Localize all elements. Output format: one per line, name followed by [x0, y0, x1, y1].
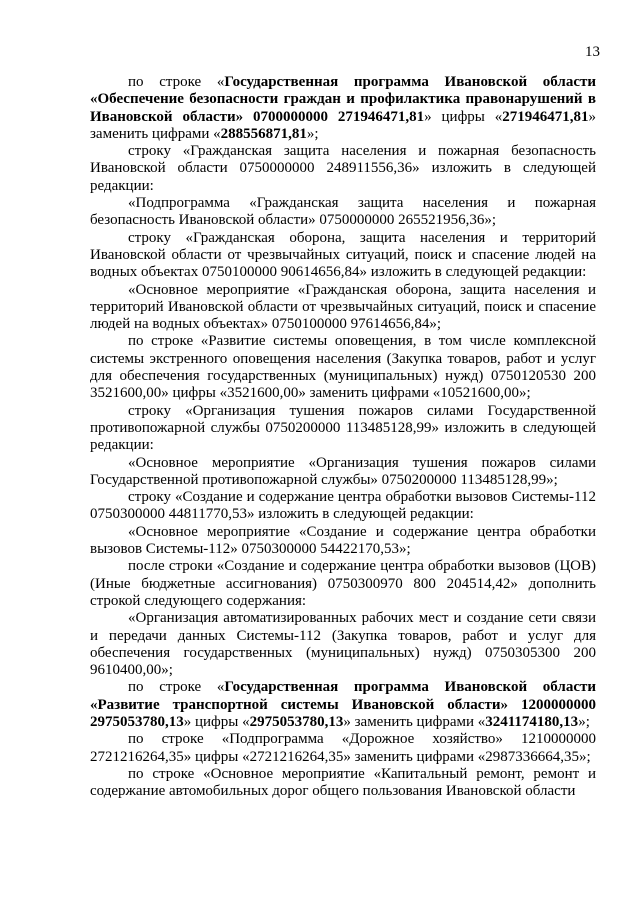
text-run: » заменить цифрами «: [343, 713, 486, 730]
paragraph-9: [90, 489, 596, 524]
text-run: «Основное мероприятие «Создание и содержание центра обработки вызовов Системы-112» 0750300000 54422170,53»;: [90, 523, 596, 558]
paragraph-15: [90, 766, 596, 801]
paragraph-1: [90, 74, 596, 143]
text-run: «Основное мероприятие «Гражданская оборона, защита населения и территорий Ивановской области от чрезвычайных ситуаций, поиск и спасение людей на водных объектах» 0750100000 97614656,84»;: [90, 281, 596, 333]
bold-run: 271946471,81: [502, 108, 589, 125]
paragraph-13: [90, 679, 596, 731]
paragraph-12: [90, 610, 596, 679]
text-run: »;: [578, 713, 590, 730]
text-run: » заменить цифрами «: [90, 108, 597, 142]
paragraph-10: [90, 524, 596, 559]
document-body: [90, 74, 596, 800]
paragraph-11: [90, 558, 596, 610]
paragraph-4: [90, 230, 596, 282]
text-run: строку «Создание и содержание центра обработки вызовов Системы-112 0750300000 44811770,53» изложить в следующей редакции:: [90, 489, 596, 523]
text-run: » цифры «: [424, 108, 503, 125]
text-run: после строки «Создание и содержание центра обработки вызовов (ЦОВ) (Иные бюджетные ассигнования) 0750300970 800 204514,42» дополнить строкой следующего содержания:: [90, 558, 596, 609]
bold-run: Государственная программа Ивановской области «Обеспечение безопасности граждан и профилактика правонарушений в Ивановской области» 0700000000 271946471,81: [90, 74, 596, 125]
bold-run: 288556871,81: [220, 125, 307, 142]
text-run: по строке «: [128, 679, 225, 696]
text-run: «Подпрограмма «Гражданская защита населения и пожарная безопасность Ивановской области» 0750000000 265521956,36»;: [90, 195, 596, 229]
paragraph-8: [90, 455, 596, 490]
text-run: » цифры «: [183, 713, 250, 730]
paragraph-6: [90, 333, 596, 402]
paragraph-14: [90, 731, 596, 766]
text-run: по строке «: [128, 74, 225, 90]
paragraph-3: [90, 195, 596, 230]
text-run: «Основное мероприятие «Организация тушения пожаров силами Государственной противопожарной службы» 0750200000 113485128,99»;: [90, 454, 596, 488]
text-run: строку «Гражданская оборона, защита населения и территорий Ивановской области от чрезвычайных ситуаций, поиск и спасение людей на водных объектах 0750100000 90614656,84» изложить в следующей редакции:: [90, 229, 596, 281]
bold-run: Государственная программа Ивановской области «Развитие транспортной системы Ивановской области» 1200000000 2975053780,13: [90, 679, 596, 730]
text-run: «Организация автоматизированных рабочих мест и создание сети связи и передачи данных Системы-112 (Закупка товаров, работ и услуг для обеспечения государственных (муниципальных) нужд) 0750305300 200 9610400,00»;: [90, 610, 596, 679]
bold-run: 2975053780,13: [249, 713, 344, 730]
paragraph-7: [90, 403, 596, 455]
paragraph-5: [90, 282, 596, 334]
paragraph-2: [90, 143, 596, 195]
page-number: 13: [585, 44, 600, 60]
text-run: строку «Организация тушения пожаров силами Государственной противопожарной службы 0750200000 113485128,99» изложить в следующей редакции:: [90, 402, 596, 454]
text-run: по строке «Подпрограмма «Дорожное хозяйство» 1210000000 2721216264,35» цифры «2721216264,35» заменить цифрами «2987336664,35»;: [90, 731, 596, 765]
text-run: по строке «Основное мероприятие «Капитальный ремонт, ремонт и содержание автомобильных дорог общего пользования Ивановской области: [90, 765, 596, 800]
text-run: по строке «Развитие системы оповещения, в том числе комплексной системы экстренного оповещения населения (Закупка товаров, работ и услуг для обеспечения государственных (муниципальных) нужд) 0750120530 200 3521600,00» цифры «3521600,00» заменить цифрами «10521600,00»;: [90, 333, 596, 402]
text-run: строку «Гражданская защита населения и пожарная безопасность Ивановской области 0750000000 248911556,36» изложить в следующей редакции:: [90, 143, 596, 194]
text-run: »;: [306, 125, 319, 142]
bold-run: 3241174180,13: [485, 713, 579, 730]
